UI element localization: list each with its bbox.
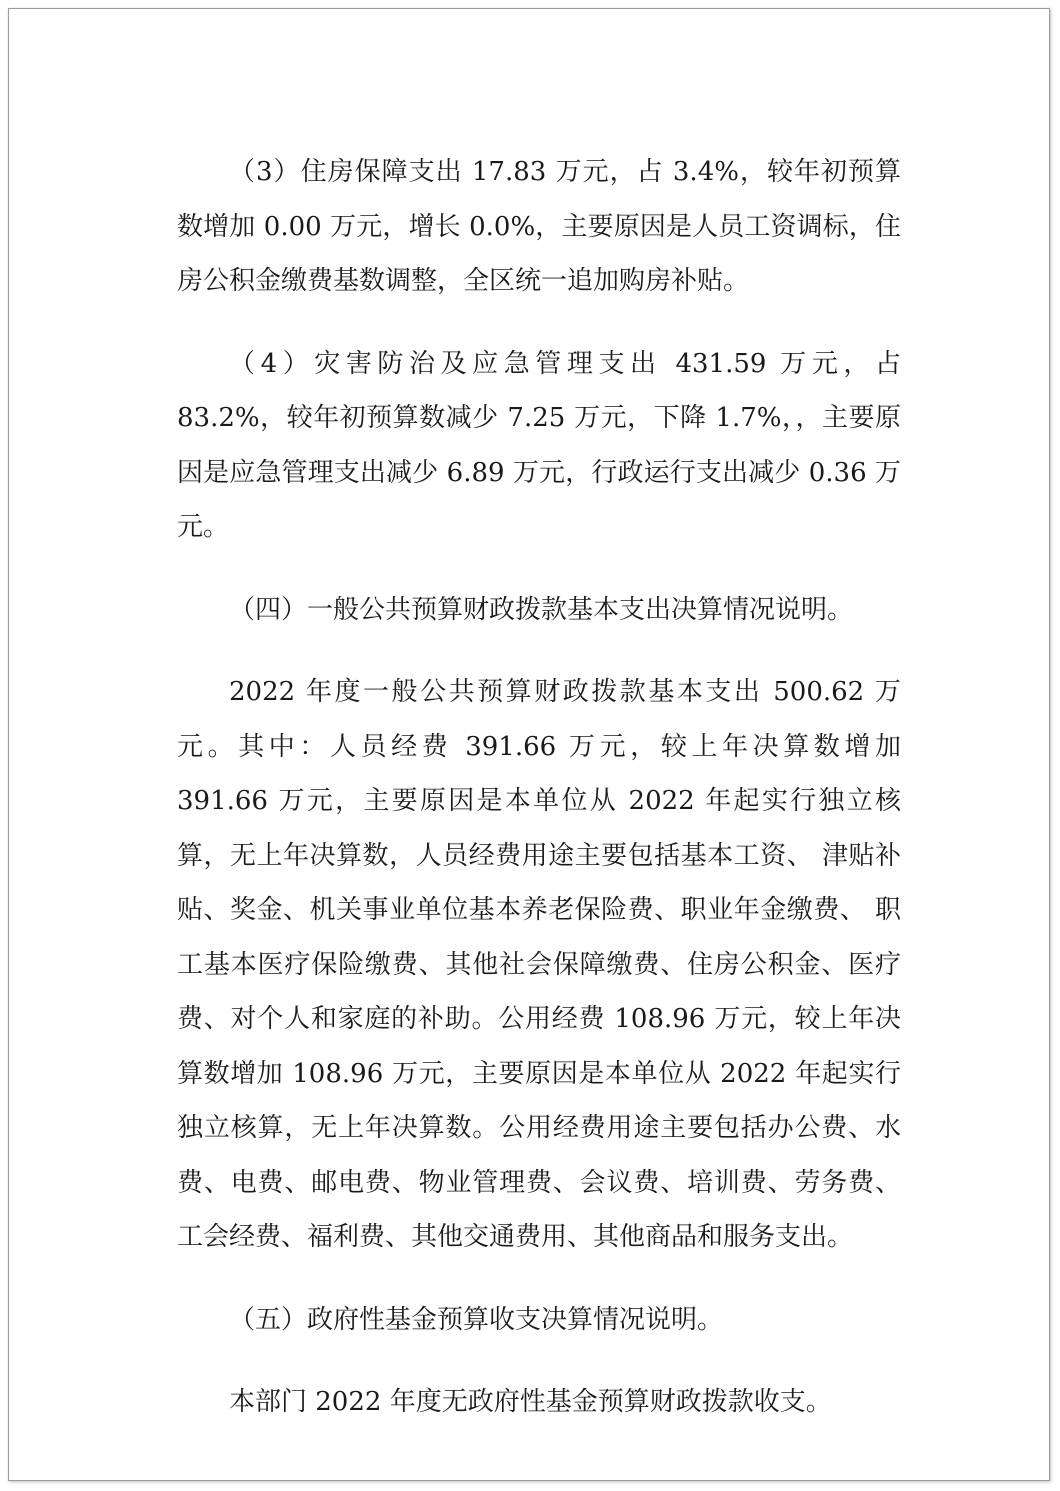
paragraph-government-fund: 本部门 2022 年度无政府性基金预算财政拨款收支。 bbox=[229, 1387, 832, 1417]
paragraph-basic-expenditure: 2022 年度一般公共预算财政拨款基本支出 500.62 万元。其中：人员经费 391.66 万元，较上年决算数增加 391.66 万元，主要原因是本单位从 2022 年起实行独立核算，无上年决算数，人员经费用途主要包括基本工资、 津贴补贴、奖金、机关事业单位基本养老保险费、职业年金缴费、 职工基本医疗保险缴费、其他社会保障缴费、住房公积金、医疗费、对个人和家庭的补助。公用经费 108.96 万元，较上年决算数增加 108.96 万元，主要原因是本单位从 2022 年起实行独立核算，无上年决算数。公用经费用途主要包括办公费、水费、电费、邮电费、物业管理费、会议费、培训费、劳务费、工会经费、福利费、其他交通费用、其他商品和服务支出。 bbox=[177, 677, 901, 1252]
paragraph-disaster-expenditure: （4）灾害防治及应急管理支出 431.59 万元，占 83.2%，较年初预算数减少 7.25 万元，下降 1.7%，，主要原因是应急管理支出减少 6.89 万元，行政运行支出减少 0.36 万元。 bbox=[177, 348, 901, 542]
section-heading-government-fund: （五）政府性基金预算收支决算情况说明。 bbox=[229, 1304, 724, 1335]
document-body bbox=[177, 145, 901, 1430]
document-page bbox=[8, 8, 1050, 1481]
section-heading-basic-expenditure: （四）一般公共预算财政拨款基本支出决算情况说明。 bbox=[229, 594, 854, 625]
paragraph-housing-expenditure: （3）住房保障支出 17.83 万元，占 3.4%，较年初预算数增加 0.00 万元，增长 0.0%，主要原因是人员工资调标，住房公积金缴费基数调整，全区统一追加购房补贴。 bbox=[177, 157, 901, 296]
